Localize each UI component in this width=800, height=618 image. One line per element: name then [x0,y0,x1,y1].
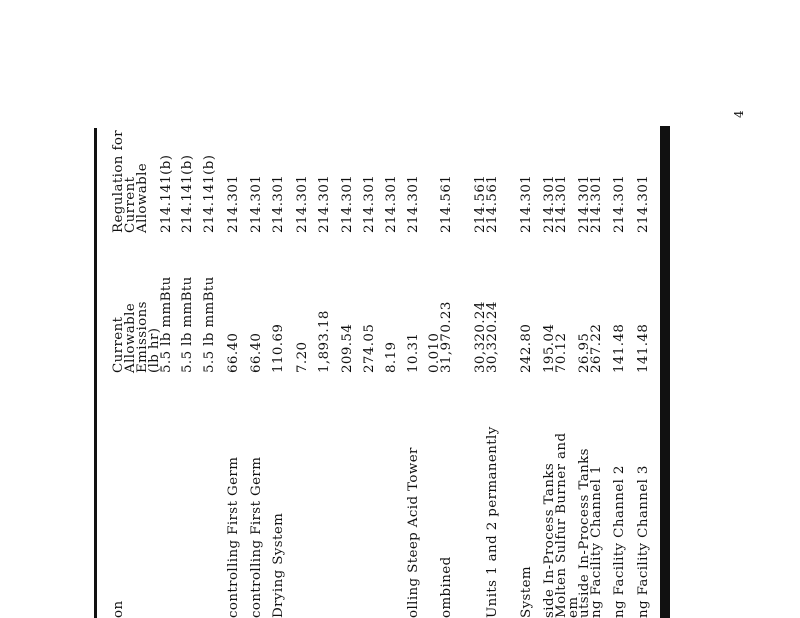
row-description: em [566,596,581,618]
header-description: on [111,600,126,618]
row-regulation: 214.301 [384,174,399,233]
row-value: 209.54 [340,323,355,373]
heat-input-regulation: 214.141(b) [180,154,195,233]
row-regulation: 214.561 [439,174,454,233]
row-description: olling Steep Acid Tower [406,447,421,618]
row-regulation: 214.301 [519,174,534,233]
row-regulation: 214.301 [340,174,355,233]
row-value: 242.80 [519,323,534,373]
row-value: 66.40 [249,332,264,373]
header-regulation: Current [123,176,138,233]
header-regulation: Allowable [135,162,150,233]
row-value: 26.95 [577,332,592,373]
row-regulation: 214.301 [577,174,592,233]
row-value: 195.04 [542,323,557,373]
row-description: Molten Sulfur Burner and [554,432,569,618]
row-regulation: 214.561 [473,174,488,233]
row-regulation: 214.301 [249,174,264,233]
page-number: 4 [732,110,746,118]
row-description: utside In-Process Tanks [577,448,592,618]
row-value: 141.48 [612,323,627,373]
row-regulation: 214.301 [612,174,627,233]
right-table-border [660,126,670,618]
row-description: Units 1 and 2 permanently [485,426,500,618]
heat-input-regulation: 214.141(b) [159,154,174,233]
row-regulation: 214.301 [226,174,241,233]
row-description: ombined [439,556,454,618]
row-regulation: 214.301 [406,174,421,233]
row-value: 66.40 [226,332,241,373]
heat-input-value: 5.5 lb mmBtu [159,276,174,373]
header-regulation: Regulation for [111,129,126,233]
row-value: 30,320.24 [485,301,500,373]
header-current-allowable: (lb hr) [147,327,162,373]
row-regulation: 214.301 [317,174,332,233]
row-value: 8.19 [384,341,399,373]
row-description: side In-Process Tanks [542,462,557,618]
row-value: 70.12 [554,332,569,373]
row-value: 110.69 [271,323,286,373]
row-description: ng Facility Channel 1 [589,465,604,618]
row-regulation: 214.301 [636,174,651,233]
row-description: Drying System [271,512,286,618]
row-value: 267.22 [589,323,604,373]
row-value: 31,970.23 [439,301,454,373]
row-value: 0.010 [427,332,442,373]
header-current-allowable: Current [111,316,126,373]
row-regulation: 214.301 [542,174,557,233]
header-current-allowable: Emissions [135,301,150,373]
row-value: 1,893.18 [317,310,332,373]
header-current-allowable: Allowable [123,302,138,373]
heat-input-value: 5.5 lb mmBtu [202,276,217,373]
row-regulation: 214.301 [295,174,310,233]
left-table-border [94,128,97,618]
row-description: controlling First Germ [226,456,241,618]
row-regulation: 214.301 [589,174,604,233]
heat-input-regulation: 214.141(b) [202,154,217,233]
row-value: 7.20 [295,341,310,373]
row-regulation: 214.301 [554,174,569,233]
heat-input-value: 5.5 lb mmBtu [180,276,195,373]
row-description: ng Facility Channel 3 [636,465,651,618]
row-description: controlling First Germ [249,456,264,618]
row-value: 274.05 [362,323,377,373]
row-value: 10.31 [406,332,421,373]
row-regulation: 214.301 [271,174,286,233]
row-value: 141.48 [636,323,651,373]
row-description: System [519,565,534,618]
row-regulation: 214.301 [362,174,377,233]
row-value: 30,320.24 [473,301,488,373]
row-description: ng Facility Channel 2 [612,465,627,618]
row-regulation: 214.561 [485,174,500,233]
